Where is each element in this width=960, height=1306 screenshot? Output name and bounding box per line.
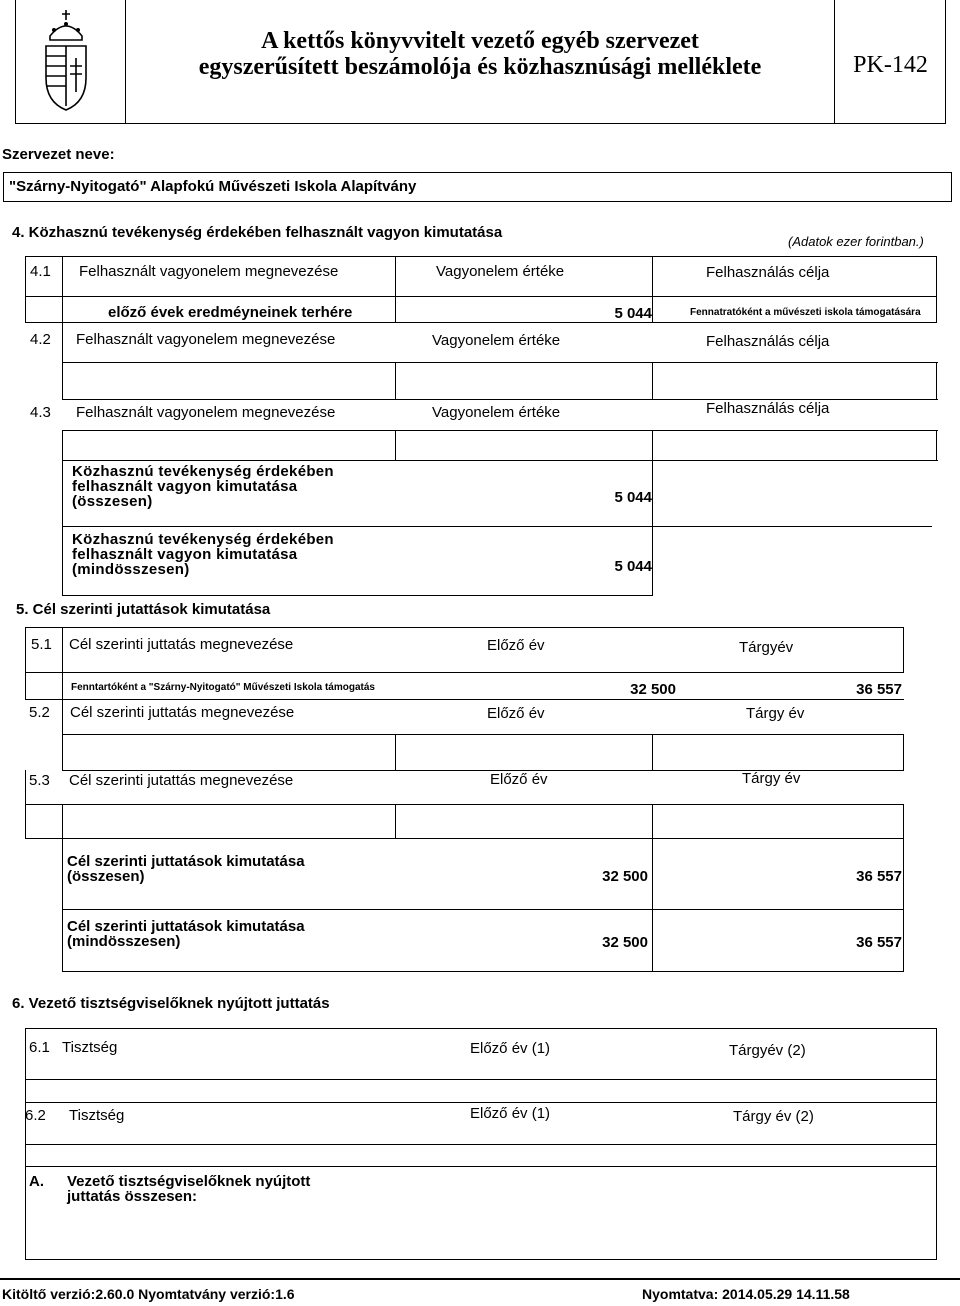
row-6-1-curr-header: Tárgyév (2) xyxy=(729,1042,806,1059)
row-4-1-purpose-header: Felhasználás célja xyxy=(706,264,830,281)
org-name: "Szárny-Nyitogató" Alapfokú Művészeti Iskola Alapítvány xyxy=(9,178,417,195)
s4-total-line3: (összesen) xyxy=(72,493,153,510)
row-6-a-line2: juttatás összesen: xyxy=(67,1188,198,1205)
row-5-2-number: 5.2 xyxy=(29,704,50,721)
row-4-1-item-name: előző évek eredméyneinek terhére xyxy=(108,304,353,321)
row-4-1-item-value: 5 044 xyxy=(614,305,652,322)
row-5-1-number: 5.1 xyxy=(31,636,52,653)
row-5-1-item-prev: 32 500 xyxy=(630,681,676,698)
coat-of-arms-icon xyxy=(36,6,96,114)
s4-total-value: 5 044 xyxy=(614,489,652,506)
row-4-2-name-header: Felhasznált vagyonelem megnevezése xyxy=(76,331,336,348)
row-6-1-number: 6.1 xyxy=(29,1039,50,1056)
form-title-line1: A kettős könyvvitelt vezető egyéb szervezet xyxy=(261,28,699,54)
row-5-1-item-name: Fenntartóként a "Szárny-Nyitogató" Művészeti Iskola támogatás xyxy=(71,682,375,693)
row-4-1-name-header: Felhasznált vagyonelem megnevezése xyxy=(79,263,339,280)
form-title-line2: egyszerűsített beszámolója és közhasznúsági melléklete xyxy=(198,54,762,80)
form-code: PK-142 xyxy=(853,52,928,78)
org-label: Szervezet neve: xyxy=(2,146,115,163)
section6-title: 6. Vezető tisztségviselőknek nyújtott juttatás xyxy=(12,995,330,1012)
row-4-3-number: 4.3 xyxy=(30,404,51,421)
row-5-3-number: 5.3 xyxy=(29,772,50,789)
row-6-a-line1: Vezető tisztségviselőknek nyújtott xyxy=(67,1173,311,1190)
row-5-2-prev-header: Előző év xyxy=(487,705,545,722)
row-5-1-name-header: Cél szerinti juttatás megnevezése xyxy=(69,636,294,653)
row-5-3-curr-header: Tárgy év xyxy=(742,770,801,787)
row-5-2-name-header: Cél szerinti juttatás megnevezése xyxy=(70,704,295,721)
row-4-3-name-header: Felhasznált vagyonelem megnevezése xyxy=(76,404,336,421)
row-5-2-curr-header: Tárgy év xyxy=(746,705,805,722)
row-4-2-value-header: Vagyonelem értéke xyxy=(432,332,561,349)
s5-total-line1: Cél szerinti juttatások kimutatása xyxy=(67,853,305,870)
row-6-2-name-header: Tisztség xyxy=(69,1107,125,1124)
footer-printed: Nyomtatva: 2014.05.29 14.11.58 xyxy=(642,1286,850,1302)
s5-total-curr: 36 557 xyxy=(856,868,902,885)
row-5-1-prev-header: Előző év xyxy=(487,637,545,654)
row-4-1-number: 4.1 xyxy=(30,263,51,280)
s4-total-line1: Közhasznú tevékenység érdekében xyxy=(72,463,334,480)
row-5-3-prev-header: Előző év xyxy=(490,771,548,788)
row-5-3-name-header: Cél szerinti jutattás megnevezése xyxy=(69,772,294,789)
footer-divider xyxy=(0,1278,960,1280)
row-6-1-prev-header: Előző év (1) xyxy=(470,1040,551,1057)
s5-grand-line1: Cél szerinti juttatások kimutatása xyxy=(67,918,305,935)
s5-total-prev: 32 500 xyxy=(602,868,648,885)
s4-grand-line3: (mindösszesen) xyxy=(72,561,190,578)
footer-version: Kitöltő verzió:2.60.0 Nyomtatvány verzió:1.6 xyxy=(2,1286,295,1302)
s5-total-line2: (összesen) xyxy=(67,868,145,885)
unit-note: (Adatok ezer forintban.) xyxy=(788,234,924,249)
row-4-1-value-header: Vagyonelem értéke xyxy=(436,263,565,280)
section4-title: 4. Közhasznú tevékenység érdekében felhasznált vagyon kimutatása xyxy=(12,224,503,241)
s4-grand-line1: Közhasznú tevékenység érdekében xyxy=(72,531,334,548)
section5-title: 5. Cél szerinti jutattások kimutatása xyxy=(16,601,271,618)
row-4-2-number: 4.2 xyxy=(30,331,51,348)
s5-grand-curr: 36 557 xyxy=(856,934,902,951)
row-4-3-value-header: Vagyonelem értéke xyxy=(432,404,561,421)
row-4-3-purpose-header: Felhasználás célja xyxy=(706,400,830,417)
row-6-1-name-header: Tisztség xyxy=(62,1039,118,1056)
row-6-2-number: 6.2 xyxy=(25,1107,46,1124)
s4-grand-line2: felhasznált vagyon kimutatása xyxy=(72,546,298,563)
s4-total-line2: felhasznált vagyon kimutatása xyxy=(72,478,298,495)
row-6-a-number: A. xyxy=(29,1173,44,1190)
row-5-1-curr-header: Tárgyév xyxy=(739,639,794,656)
s5-grand-line2: (mindösszesen) xyxy=(67,933,181,950)
row-5-1-item-curr: 36 557 xyxy=(856,681,902,698)
s4-grand-value: 5 044 xyxy=(614,558,652,575)
row-6-2-curr-header: Tárgy év (2) xyxy=(733,1108,814,1125)
s5-grand-prev: 32 500 xyxy=(602,934,648,951)
row-4-1-item-purpose: Fennatratóként a művészeti iskola támogatására xyxy=(690,307,921,318)
row-6-2-prev-header: Előző év (1) xyxy=(470,1105,551,1122)
row-4-2-purpose-header: Felhasználás célja xyxy=(706,333,830,350)
